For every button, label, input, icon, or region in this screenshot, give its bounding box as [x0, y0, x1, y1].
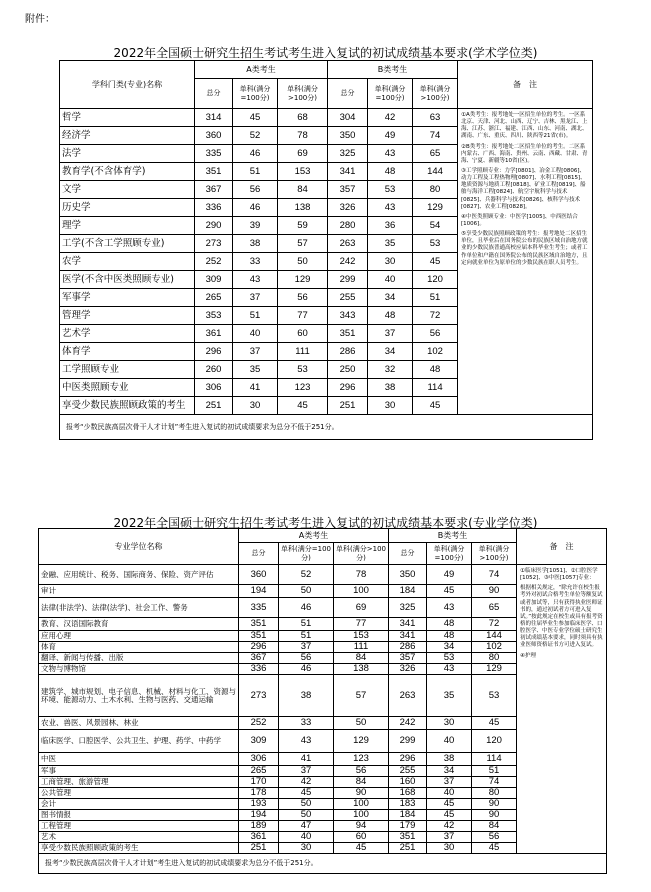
score-b-1: 35: [427, 675, 472, 717]
score-a-0: 353: [195, 307, 233, 325]
score-b-2: 80: [472, 788, 517, 799]
score-a-0: 306: [239, 753, 279, 766]
score-a-2: 153: [278, 163, 328, 181]
score-b-0: 160: [389, 777, 427, 788]
table2-footnote: 报考“少数民族高层次骨干人才计划”考生进入复试的初试成绩要求为总分不低于251分。: [39, 854, 607, 874]
score-a-1: 41: [233, 379, 278, 397]
score-b-0: 351: [389, 832, 427, 843]
note-item: ④中医类照顾专业：中医学[1005]、中西医结合[1006]。: [461, 213, 578, 227]
score-b-1: 34: [427, 766, 472, 777]
score-b-0: 343: [328, 307, 368, 325]
score-a-2: 129: [334, 730, 389, 753]
score-b-1: 48: [427, 631, 472, 642]
score-a-0: 265: [195, 289, 233, 307]
academic-score-table: [59, 60, 593, 440]
note-item: ②B类考生：报考地处二区招生单位的考生。二区系内蒙古、广西、海南、贵州、云南、西藏、甘肃、青海、宁夏、新疆等10省(区)。: [461, 143, 588, 164]
header2-remarks: 备 注: [517, 529, 607, 565]
note-item: ①临床医学[1051]、②口腔医学[1052]、③中医[1057]专业：: [520, 568, 598, 582]
score-a-0: 252: [239, 717, 279, 730]
score-a-2: 138: [334, 664, 389, 675]
score-b-2: 65: [472, 598, 517, 618]
score-a-1: 50: [279, 810, 334, 821]
row-name: 享受少数民族照顾政策的考生: [60, 397, 195, 415]
score-a-0: 360: [195, 127, 233, 145]
score-b-2: 129: [472, 664, 517, 675]
row-name: 法律(非法学)、法律(法学)、社会工作、警务: [39, 598, 239, 618]
score-b-0: 326: [328, 199, 368, 217]
score-b-2: 45: [472, 717, 517, 730]
score-a-0: 309: [239, 730, 279, 753]
score-b-0: 255: [328, 289, 368, 307]
score-b-0: 183: [389, 799, 427, 810]
score-b-0: 341: [328, 163, 368, 181]
score-b-1: 43: [368, 145, 413, 163]
row-name: 管理学: [60, 307, 195, 325]
score-a-2: 69: [334, 598, 389, 618]
score-a-2: 129: [278, 271, 328, 289]
score-a-0: 360: [239, 565, 279, 585]
row-name: 金融、应用统计、税务、国际商务、保险、资产评估: [39, 565, 239, 585]
row-name: 翻译、新闻与传播、出版: [39, 653, 239, 664]
score-a-0: 260: [195, 361, 233, 379]
score-b-0: 350: [389, 565, 427, 585]
score-a-0: 194: [239, 585, 279, 598]
score-a-2: 77: [334, 618, 389, 631]
score-b-2: 56: [413, 325, 458, 343]
score-a-2: 50: [278, 253, 328, 271]
professional-score-table: [38, 528, 607, 874]
header-subject: 学科门类(专业)名称: [60, 61, 195, 109]
row-name: 经济学: [60, 127, 195, 145]
score-b-1: 36: [368, 217, 413, 235]
score-a-2: 153: [334, 631, 389, 642]
score-b-1: 35: [368, 235, 413, 253]
score-b-1: 45: [427, 810, 472, 821]
score-b-1: 53: [368, 181, 413, 199]
score-b-2: 129: [413, 199, 458, 217]
score-a-0: 367: [239, 653, 279, 664]
score-a-1: 37: [279, 642, 334, 653]
row-name: 法学: [60, 145, 195, 163]
score-a-2: 94: [334, 821, 389, 832]
score-b-1: 45: [427, 585, 472, 598]
score-a-2: 59: [278, 217, 328, 235]
row-name: 享受少数民族照顾政策的考生: [39, 843, 239, 854]
score-b-2: 72: [472, 618, 517, 631]
header2-a-group: A类考生: [239, 529, 389, 543]
score-b-0: 242: [389, 717, 427, 730]
score-b-0: 350: [328, 127, 368, 145]
score-a-1: 51: [279, 631, 334, 642]
score-b-2: 120: [472, 730, 517, 753]
row-name: 图书情报: [39, 810, 239, 821]
score-a-0: 367: [195, 181, 233, 199]
remarks-notes: [458, 109, 593, 415]
score-b-1: 38: [427, 753, 472, 766]
score-b-2: 102: [472, 642, 517, 653]
score-b-0: 255: [389, 766, 427, 777]
score-a-2: 45: [334, 843, 389, 854]
row-name: 体育学: [60, 343, 195, 361]
header2-subject: 专业学位名称: [39, 529, 239, 565]
table-row: [60, 109, 593, 127]
score-b-2: 48: [413, 361, 458, 379]
header-b-total: 总分: [328, 79, 368, 109]
score-a-2: 68: [278, 109, 328, 127]
header-b-single-gt100: 单科(满分>100分): [413, 79, 458, 109]
score-b-2: 144: [472, 631, 517, 642]
score-a-1: 56: [279, 653, 334, 664]
score-a-1: 37: [233, 343, 278, 361]
header2-b-single100: 单科(满分=100分): [427, 543, 472, 565]
score-b-1: 40: [368, 271, 413, 289]
score-b-0: 357: [389, 653, 427, 664]
score-a-0: 335: [239, 598, 279, 618]
score-b-2: 84: [472, 821, 517, 832]
table1-title: 2022年全国硕士研究生招生考试考生进入复试的初试成绩基本要求(学术学位类): [113, 46, 538, 60]
score-b-0: 341: [389, 618, 427, 631]
score-a-2: 100: [334, 799, 389, 810]
score-a-1: 50: [279, 585, 334, 598]
score-a-1: 33: [233, 253, 278, 271]
row-name: 工学(不含工学照顾专业): [60, 235, 195, 253]
score-b-0: 325: [389, 598, 427, 618]
score-a-0: 335: [195, 145, 233, 163]
header-a-group: A类考生: [195, 61, 328, 79]
score-a-1: 40: [279, 832, 334, 843]
note-item: ⑤享受少数民族照顾政策的考生：报考地处二区招生单位，且毕业后在国务院公布的民族区域自治地方就业的少数民族普通高校应届本科毕业生考生；或者工作单位和户籍在国务院公布的民族区域自治地方，且定向就业单位为原单位的少数民族在职人员考生。: [461, 231, 588, 266]
score-a-2: 84: [334, 777, 389, 788]
score-a-0: 170: [239, 777, 279, 788]
score-a-0: 273: [195, 235, 233, 253]
note-item: 根据相关规定，“除允许在校生报考外对初试合格考生单位等额复试或者加试等，只有获得执业医师证书的，通过初试者方可进入复试。”按此规定在校生或具有报考资格的往届毕业生参加临床医学、口腔医学、中医专业学位硕士研究生初试成绩基本要求，同时须具有执业医师资格证书方可进入复试。: [520, 585, 603, 649]
score-a-1: 35: [233, 361, 278, 379]
score-b-2: 120: [413, 271, 458, 289]
row-name: 体育: [39, 642, 239, 653]
table2-title: 2022年全国硕士研究生招生考试考生进入复试的初试成绩基本要求(专业学位类): [113, 516, 538, 530]
score-b-0: 263: [389, 675, 427, 717]
row-name: 教育、汉语国际教育: [39, 618, 239, 631]
header-b-group: B类考生: [328, 61, 458, 79]
header2-b-total: 总分: [389, 543, 427, 565]
score-b-0: 299: [389, 730, 427, 753]
score-a-0: 296: [239, 642, 279, 653]
attachment-label: 附件：: [25, 14, 55, 25]
score-a-1: 51: [279, 618, 334, 631]
score-b-0: 251: [389, 843, 427, 854]
score-a-0: 194: [239, 810, 279, 821]
score-a-2: 60: [334, 832, 389, 843]
score-a-1: 46: [279, 664, 334, 675]
score-b-2: 74: [472, 565, 517, 585]
row-name: 中医: [39, 753, 239, 766]
score-a-2: 56: [278, 289, 328, 307]
score-b-0: 326: [389, 664, 427, 675]
score-a-1: 51: [233, 163, 278, 181]
table1-footnote: 报考“少数民族高层次骨干人才计划”考生进入复试的初试成绩要求为总分不低于251分。: [60, 415, 593, 440]
score-a-1: 33: [279, 717, 334, 730]
score-b-2: 45: [472, 843, 517, 854]
score-b-1: 40: [427, 730, 472, 753]
score-a-1: 30: [233, 397, 278, 415]
score-b-0: 286: [389, 642, 427, 653]
score-b-1: 30: [427, 717, 472, 730]
score-b-1: 34: [368, 343, 413, 361]
score-a-0: 189: [239, 821, 279, 832]
row-name: 中医类照顾专业: [60, 379, 195, 397]
score-b-2: 53: [472, 675, 517, 717]
score-a-1: 46: [279, 598, 334, 618]
row-name: 医学(不含中医类照顾专业): [60, 271, 195, 289]
row-name: 文物与博物馆: [39, 664, 239, 675]
score-b-1: 43: [427, 664, 472, 675]
score-a-2: 78: [278, 127, 328, 145]
header-b-single100: 单科(满分=100分): [368, 79, 413, 109]
row-name: 工程管理: [39, 821, 239, 832]
score-a-2: 60: [278, 325, 328, 343]
score-a-2: 69: [278, 145, 328, 163]
score-b-0: 299: [328, 271, 368, 289]
header-a-total: 总分: [195, 79, 233, 109]
score-a-0: 306: [195, 379, 233, 397]
score-b-2: 114: [413, 379, 458, 397]
remarks-notes: [517, 565, 607, 854]
score-b-1: 42: [368, 109, 413, 127]
score-b-1: 48: [368, 163, 413, 181]
score-b-2: 45: [413, 253, 458, 271]
score-a-0: 251: [239, 843, 279, 854]
score-b-1: 43: [368, 199, 413, 217]
row-name: 哲学: [60, 109, 195, 127]
score-a-0: 336: [239, 664, 279, 675]
score-a-1: 43: [279, 730, 334, 753]
score-b-1: 30: [427, 843, 472, 854]
header2-b-group: B类考生: [389, 529, 517, 543]
score-a-0: 351: [195, 163, 233, 181]
score-b-0: 341: [389, 631, 427, 642]
score-a-2: 84: [278, 181, 328, 199]
score-a-1: 39: [233, 217, 278, 235]
score-b-0: 296: [328, 379, 368, 397]
score-b-2: 80: [413, 181, 458, 199]
score-b-1: 37: [368, 325, 413, 343]
row-name: 建筑学、城市规划、电子信息、机械、材料与化工、资源与环境、能源动力、土木水利、生物与医药、交通运输: [39, 675, 239, 717]
score-b-1: 40: [427, 788, 472, 799]
score-a-2: 57: [278, 235, 328, 253]
row-name: 临床医学、口腔医学、公共卫生、护理、药学、中药学: [39, 730, 239, 753]
score-a-0: 193: [239, 799, 279, 810]
row-name: 应用心理: [39, 631, 239, 642]
score-a-1: 56: [233, 181, 278, 199]
score-a-0: 309: [195, 271, 233, 289]
score-a-0: 296: [195, 343, 233, 361]
score-a-2: 78: [334, 565, 389, 585]
score-a-1: 40: [233, 325, 278, 343]
score-a-2: 45: [278, 397, 328, 415]
header2-a-total: 总分: [239, 543, 279, 565]
score-b-1: 48: [368, 307, 413, 325]
score-b-2: 90: [472, 810, 517, 821]
score-b-0: 325: [328, 145, 368, 163]
score-a-2: 123: [278, 379, 328, 397]
score-a-1: 42: [279, 777, 334, 788]
score-a-2: 56: [334, 766, 389, 777]
score-b-0: 250: [328, 361, 368, 379]
score-a-2: 111: [334, 642, 389, 653]
row-name: 文学: [60, 181, 195, 199]
score-b-0: 179: [389, 821, 427, 832]
row-name: 审计: [39, 585, 239, 598]
row-name: 历史学: [60, 199, 195, 217]
score-b-2: 80: [472, 653, 517, 664]
score-a-1: 46: [233, 145, 278, 163]
score-b-1: 34: [427, 642, 472, 653]
score-a-2: 84: [334, 653, 389, 664]
score-b-0: 357: [328, 181, 368, 199]
score-b-2: 74: [413, 127, 458, 145]
row-name: 理学: [60, 217, 195, 235]
score-a-0: 314: [195, 109, 233, 127]
score-a-0: 178: [239, 788, 279, 799]
score-a-1: 50: [279, 799, 334, 810]
score-a-0: 351: [239, 631, 279, 642]
score-a-2: 138: [278, 199, 328, 217]
score-a-0: 361: [195, 325, 233, 343]
score-a-2: 123: [334, 753, 389, 766]
score-a-1: 43: [233, 271, 278, 289]
score-b-2: 90: [472, 799, 517, 810]
table-row: [39, 565, 607, 585]
score-b-2: 90: [472, 585, 517, 598]
score-b-1: 37: [427, 832, 472, 843]
score-b-1: 53: [427, 653, 472, 664]
score-b-1: 34: [368, 289, 413, 307]
score-a-0: 251: [195, 397, 233, 415]
score-b-1: 37: [427, 777, 472, 788]
score-a-2: 111: [278, 343, 328, 361]
row-name: 工商管理、旅游管理: [39, 777, 239, 788]
header2-a-single-gt100: 单科(满分>100分): [334, 543, 389, 565]
score-b-2: 54: [413, 217, 458, 235]
score-b-1: 42: [427, 821, 472, 832]
score-b-0: 351: [328, 325, 368, 343]
score-a-1: 38: [279, 675, 334, 717]
score-b-2: 51: [472, 766, 517, 777]
score-b-2: 114: [472, 753, 517, 766]
row-name: 工学照顾专业: [60, 361, 195, 379]
score-a-2: 77: [278, 307, 328, 325]
score-a-1: 37: [233, 289, 278, 307]
score-b-2: 56: [472, 832, 517, 843]
score-b-0: 184: [389, 810, 427, 821]
score-b-0: 242: [328, 253, 368, 271]
header-a-single-gt100: 单科(满分>100分): [278, 79, 328, 109]
score-a-1: 37: [279, 766, 334, 777]
score-a-2: 53: [278, 361, 328, 379]
note-item: ④护理: [520, 652, 536, 659]
header-a-single100: 单科(满分=100分): [233, 79, 278, 109]
score-a-0: 290: [195, 217, 233, 235]
score-b-1: 49: [368, 127, 413, 145]
score-a-2: 100: [334, 810, 389, 821]
note-item: ①A类考生：报考地处一区招生单位的考生。一区系北京、天津、河北、山西、辽宁、吉林、黑龙江、上海、江苏、浙江、福建、江西、山东、河南、湖北、湖南、广东、重庆、四川、陕西等21省(市)。: [461, 112, 588, 140]
score-a-1: 30: [279, 843, 334, 854]
score-a-2: 90: [334, 788, 389, 799]
row-name: 教育学(不含体育学): [60, 163, 195, 181]
score-b-2: 102: [413, 343, 458, 361]
score-a-0: 336: [195, 199, 233, 217]
row-name: 艺术学: [60, 325, 195, 343]
score-a-1: 46: [233, 199, 278, 217]
score-a-0: 273: [239, 675, 279, 717]
score-b-0: 184: [389, 585, 427, 598]
score-a-2: 100: [334, 585, 389, 598]
row-name: 军事学: [60, 289, 195, 307]
score-b-0: 304: [328, 109, 368, 127]
score-b-2: 51: [413, 289, 458, 307]
row-name: 艺术: [39, 832, 239, 843]
score-a-1: 52: [279, 565, 334, 585]
score-a-0: 361: [239, 832, 279, 843]
score-a-0: 265: [239, 766, 279, 777]
score-a-0: 351: [239, 618, 279, 631]
row-name: 军事: [39, 766, 239, 777]
score-a-2: 50: [334, 717, 389, 730]
score-a-1: 45: [233, 109, 278, 127]
row-name: 农业、兽医、风景园林、林业: [39, 717, 239, 730]
score-b-2: 72: [413, 307, 458, 325]
row-name: 农学: [60, 253, 195, 271]
score-a-1: 45: [279, 788, 334, 799]
score-a-1: 41: [279, 753, 334, 766]
score-b-2: 53: [413, 235, 458, 253]
score-a-0: 252: [195, 253, 233, 271]
score-b-1: 30: [368, 397, 413, 415]
header2-b-single-gt100: 单科(满分>100分): [472, 543, 517, 565]
score-a-1: 52: [233, 127, 278, 145]
score-b-2: 144: [413, 163, 458, 181]
score-b-2: 63: [413, 109, 458, 127]
score-b-1: 30: [368, 253, 413, 271]
row-name: 公共管理: [39, 788, 239, 799]
score-b-0: 251: [328, 397, 368, 415]
score-a-1: 51: [233, 307, 278, 325]
score-b-2: 45: [413, 397, 458, 415]
note-item: ③工学照顾专业：力学[0801]、冶金工程[0806]、动力工程及工程热物理[0807]、水利工程[0815]、地质资源与地质工程[0818]、矿业工程[0819]、船舶与海洋工程[0824]、航空宇航科学与技术[0825]、兵器科学与技术[0826]、核科学与技术[0827]、农业工程[0828]。: [461, 167, 586, 210]
score-b-2: 74: [472, 777, 517, 788]
score-b-0: 280: [328, 217, 368, 235]
score-b-1: 48: [427, 618, 472, 631]
score-a-1: 47: [279, 821, 334, 832]
score-b-1: 38: [368, 379, 413, 397]
score-b-1: 43: [427, 598, 472, 618]
score-b-0: 286: [328, 343, 368, 361]
score-a-2: 57: [334, 675, 389, 717]
header2-a-single100: 单科(满分=100分): [279, 543, 334, 565]
score-b-1: 49: [427, 565, 472, 585]
score-b-1: 45: [427, 799, 472, 810]
score-a-1: 38: [233, 235, 278, 253]
row-name: 会计: [39, 799, 239, 810]
score-b-0: 296: [389, 753, 427, 766]
header-remarks: 备 注: [458, 61, 593, 109]
score-b-0: 263: [328, 235, 368, 253]
score-b-1: 32: [368, 361, 413, 379]
score-b-2: 65: [413, 145, 458, 163]
score-b-0: 168: [389, 788, 427, 799]
